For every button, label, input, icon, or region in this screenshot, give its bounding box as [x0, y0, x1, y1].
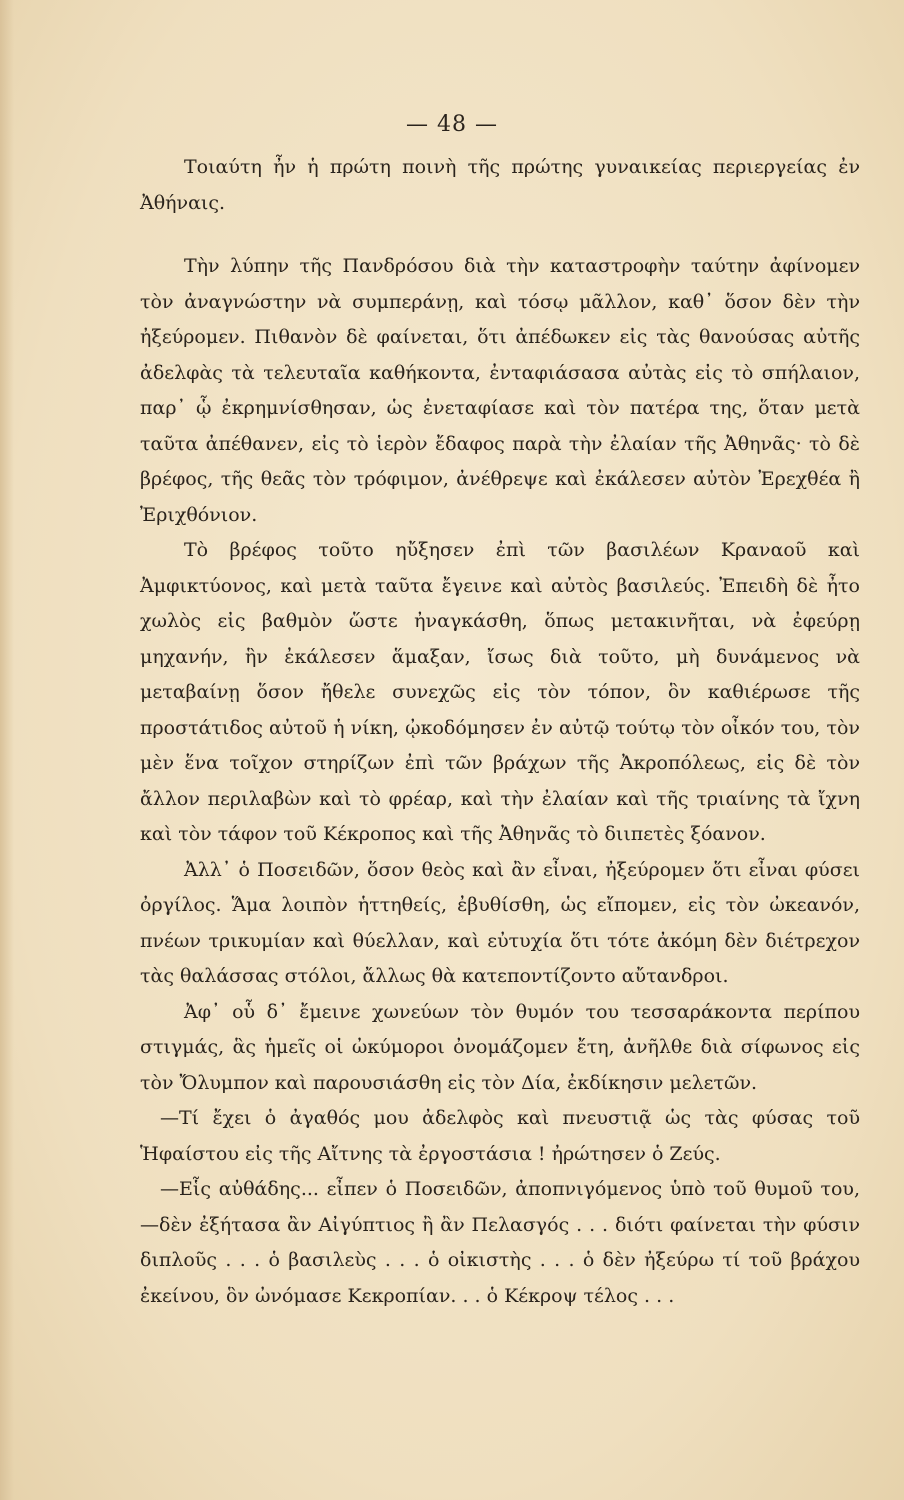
paragraph: Τοιαύτη ἦν ἡ πρώτη ποινὴ τῆς πρώτης γυναικείας περιεργείας ἐν Ἀθήναις.: [140, 156, 860, 214]
paragraph: Τὴν λύπην τῆς Πανδρόσου διὰ τὴν καταστροφὴν ταύτην ἀφίνομεν τὸν ἀναγνώστην νὰ συμπεράνῃ, καὶ τόσῳ μᾶλλον, καθ᾽ ὅσον δὲν τὴν ἠξεύρομεν. Πιθανὸν δὲ φαίνεται, ὅτι ἀπέδωκεν εἰς τὰς θανούσας αὐτῆς ἀδελφὰς τὰ τελευταῖα καθήκοντα, ἐνταφιάσασα αὐτὰς εἰς τὸ σπήλαιον, παρ᾽ ᾧ ἐκρημνίσθησαν, ὡς ἐνεταφίασε καὶ τὸν πατέρα της, ὅταν μετὰ ταῦτα ἀπέθανεν, εἰς τὸ ἱερὸν ἔδαφος παρὰ τὴν ἐλαίαν τῆς Ἀθηνᾶς· τὸ δὲ βρέφος, τῆς θεᾶς τὸν τρόφιμον, ἀνέθρεψε καὶ ἐκάλεσεν αὐτὸν Ἐρεχθέα ἢ Ἐριχθόνιον.: [140, 255, 860, 526]
body-text: [140, 150, 860, 1314]
dialogue-line: —Τί ἔχει ὁ ἀγαθός μου ἀδελφὸς καὶ πνευστιᾷ ὡς τὰς φύσας τοῦ Ἡφαίστου εἰς τῆς Αἴτνης τὰ ἐργοστάσια ! ἠρώτησεν ὁ Ζεύς.: [140, 1107, 860, 1165]
paragraph: Ἀλλ᾽ ὁ Ποσειδῶν, ὅσον θεὸς καὶ ἂν εἶναι, ἠξεύρομεν ὅτι εἶναι φύσει ὀργίλος. Ἅμα λοιπὸν ἡττηθείς, ἐβυθίσθη, ὡς εἴπομεν, εἰς τὸν ὠκεανόν, πνέων τρικυμίαν καὶ θύελλαν, καὶ εὐτυχία ὅτι τότε ἀκόμη δὲν διέτρεχον τὰς θαλάσσας στόλοι, ἄλλως θὰ κατεποντίζοντο αὔτανδροι.: [140, 858, 860, 987]
page-number: — 48 —: [406, 112, 498, 137]
dialogue-line: —Εἷς αὐθάδης... εἶπεν ὁ Ποσειδῶν, ἀποπνιγόμενος ὑπὸ τοῦ θυμοῦ του,—δὲν ἐξήτασα ἂν Αἰγύπτιος ἢ ἂν Πελασγός . . . διότι φαίνεται τὴν φύσιν διπλοῦς . . . ὁ βασιλεὺς . . . ὁ οἰκιστὴς . . . ὁ δὲν ἠξεύρω τί τοῦ βράχου ἐκείνου, ὃν ὠνόμασε Κεκροπίαν. . . ὁ Κέκροψ τέλος . . .: [140, 1178, 860, 1307]
paragraph: Τὸ βρέφος τοῦτο ηὔξησεν ἐπὶ τῶν βασιλέων Κραναοῦ καὶ Ἀμφικτύονος, καὶ μετὰ ταῦτα ἔγεινε καὶ αὐτὸς βασιλεύς. Ἐπειδὴ δὲ ἦτο χωλὸς εἰς βαθμὸν ὥστε ἠναγκάσθη, ὅπως μετακινῆται, νὰ ἐφεύρῃ μηχανήν, ἣν ἐκάλεσεν ἅμαξαν, ἴσως διὰ τοῦτο, μὴ δυνάμενος νὰ μεταβαίνῃ ὅσον ἤθελε συνεχῶς εἰς τὸν τόπον, ὃν καθιέρωσε τῆς προστάτιδος αὐτοῦ ἡ νίκη, ᾠκοδόμησεν ἐν αὐτῷ τούτῳ τὸν οἶκόν του, τὸν μὲν ἕνα τοῖχον στηρίζων ἐπὶ τῶν βράχων τῆς Ἀκροπόλεως, εἰς δὲ τὸν ἄλλον περιλαβὼν καὶ τὸ φρέαρ, καὶ τὴν ἐλαίαν καὶ τῆς τριαίνης τὰ ἴχνη καὶ τὸν τάφον τοῦ Κέκροπος καὶ τῆς Ἀθηνᾶς τὸ διιπετὲς ξόανον.: [140, 539, 860, 845]
paragraph: Ἀφ᾽ οὗ δ᾽ ἔμεινε χωνεύων τὸν θυμόν του τεσσαράκοντα περίπου στιγμάς, ἃς ἡμεῖς οἱ ὠκύμοροι ὀνομάζομεν ἔτη, ἀνῆλθε διὰ σίφωνος εἰς τὸν Ὄλυμπον καὶ παρουσιάσθη εἰς τὸν Δία, ἐκδίκησιν μελετῶν.: [140, 1000, 860, 1094]
page-edge-shadow: [0, 0, 14, 1500]
